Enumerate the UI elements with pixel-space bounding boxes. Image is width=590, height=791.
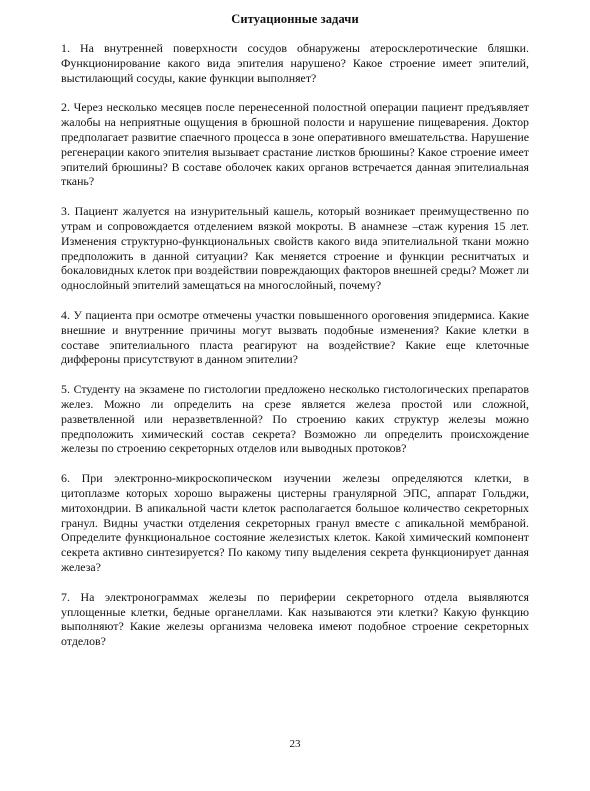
task-number: 1. [61, 41, 70, 55]
task-number: 7. [61, 589, 70, 604]
task-number: 2. [61, 100, 70, 115]
task-text: Через несколько месяцев после перенесенной полостной операции пациент предъявляет жалобы на неприятные ощущения в брюшной полости и нарушение пищеварения. Доктор предполагает развитие спаечного процесса в зоне оперативного вмешательства. Нарушение регенерации какого эпителия вызывает срастание листков брюшины? Какое строение имеет эпителий брюшины? В составе оболочек каких органов встречается данная эпителиальная ткань? [61, 100, 529, 189]
task-text: Студенту на экзамене по гистологии предложено несколько гистологических препаратов желез. Можно ли определить на срезе является железа простой или сложной, разветвленной или неразветвленной? По строению каких структур железы можно предположить химический состав секрета? Возможно ли определить происхождение железы по строению секреторных отделов или выводных протоков? [61, 382, 529, 456]
task-text: На электронограммах железы по периферии секреторного отдела выявляются уплощенные клетки, бедные органеллами. Как называются эти клетки? Какую функцию выполняют? Какие железы организма человека имеют подобное строение секреторных отделов? [61, 589, 529, 649]
task-2 [61, 100, 529, 189]
task-5 [61, 382, 529, 456]
task-text: При электронно-микроскопическом изучении железы определяются клетки, в цитоплазме которых хорошо выражены цистерны гранулярной ЭПС, аппарат Гольджи, митохондрии. В апикальной части клеток располагается большое количество секреторных гранул. Видны участки отделения секреторных гранул вместе с апикальной мембраной. Определите функциональное состояние железистых клеток. Какой химический компонент секрета активно синтезируется? По какому типу выделения секрета функционирует данная железа? [61, 471, 529, 574]
task-6 [61, 471, 529, 575]
task-number: 6. [61, 471, 70, 486]
task-number: 5. [61, 382, 70, 397]
task-list [61, 41, 529, 664]
task-4 [61, 308, 529, 367]
task-number: 3. [61, 204, 70, 219]
task-text: На внутренней поверхности сосудов обнаружены атеросклеротические бляшки. Функционирование какого вида эпителия нарушено? Какое строение имеет эпителий, выстилающий сосуды, какие функции выполняет? [61, 41, 529, 85]
page-title: Ситуационные задачи [231, 12, 359, 26]
task-1 [61, 41, 529, 85]
task-text: Пациент жалуется на изнурительный кашель, который возникает преимущественно по утрам и сопровождается отделением вязкой мокроты. В анамнезе –стаж курения 15 лет. Изменения структурно-функциональных свойств какого вида эпителиальной ткани можно предположить в данной ситуации? Как меняется строение и функции реснитчатых и бокаловидных клеток при воздействии повреждающих факторов внешней среды? Может ли однослойный эпителий замещаться на многослойный, почему? [61, 204, 529, 293]
task-number: 4. [61, 307, 70, 322]
task-text: У пациента при осмотре отмечены участки повышенного ороговения эпидермиса. Какие внешние и внутренние причины могут вызвать подобные изменения? Какие клетки в составе эпителиального пласта реагируют на воздействие? Какие еще клеточные диффероны присутствуют в данном эпителии? [61, 307, 529, 367]
page-number: 23 [289, 738, 301, 750]
task-3 [61, 204, 529, 293]
task-7 [61, 590, 529, 649]
